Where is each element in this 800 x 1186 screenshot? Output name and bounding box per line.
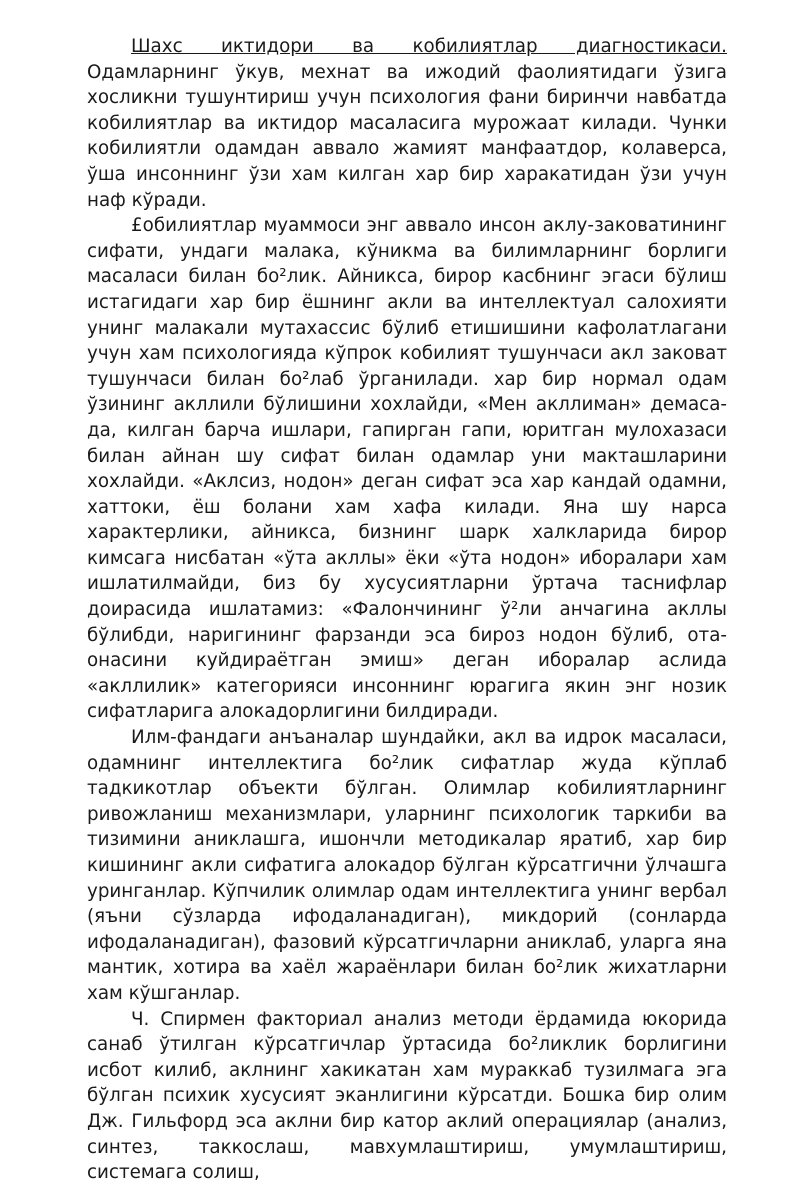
paragraph-3: Илм-фандаги анъаналар шундайки, акл ва идрок масаласи, одамнинг интеллектига бо²лик сифатлар жуда кўплаб тадкикотлар объекти бўлган. Олимлар кобилиятларнинг ривожланиш механизмлари, уларнинг психологик таркиби ва тизимини аниклашга, ишончли методикалар яратиб, хар бир кишининг акли сифатига алокадор бўлган кўрсатгични ўлчашга уринганлар. Кўпчилик олимлар одам интеллектига унинг вербал (яъни сўзларда ифодаланадиган), микдорий (сонларда ифодаланадиган), фазовий кўрсатгичларни аниклаб, уларга яна мантик, хотира ва хаёл жараёнлари билан бо²лик жихатларни хам кўшганлар. — [87, 727, 727, 1004]
section-heading: Шахс иктидори ва кобилиятлар диагностикаси. — [131, 36, 727, 57]
document-page — [87, 34, 727, 1186]
paragraph-1 — [87, 34, 727, 213]
paragraph-4: Ч. Спирмен факториал анализ методи ёрдамида юкорида санаб ўтилган кўрсатгичлар ўртасида бо²ликлик борлигини исбот килиб, аклнинг хакикатан хам мураккаб тузилмага эга бўлган психик хусусият эканлигини кўрсатди. Бошка бир олим Дж. Гильфорд эса аклни бир катор аклий операциялар (анализ, синтез, таккослаш, мавхумлаштириш, умумлаштириш, системага солиш, — [87, 1008, 727, 1184]
paragraph-1-text: Одамларнинг ўкув, мехнат ва ижодий фаолиятидаги ўзига хосликни тушунтириш учун психология фани биринчи навбатда кобилиятлар ва иктидор масаласига мурожаат килади. Чунки кобилиятли одамдан аввало жамият манфаатдор, колаверса, ўша инсоннинг ўзи хам килган хар бир харакатидан ўзи учун наф кўради. — [87, 61, 727, 211]
paragraph-2: £обилиятлар муаммоси энг аввало инсон аклу-заковатининг сифати, ундаги малака, кўникма ва билимларнинг борлиги масаласи билан бо²лик. Айникса, бирор касбнинг эгаси бўлиш истагидаги хар бир ёшнинг акли ва интеллектуал салохияти унинг малакали мутахассис бўлиб етишишини кафолатлагани учун хам психологияда кўпрок кобилият тушунчаси акл заковат тушунчаси билан бо²лаб ўрганилади. хар бир нормал одам ўзининг акллили бўлишини хохлайди, «Мен акллиман» демаса-да, килган барча ишлари, гапирган гапи, юритган мулохазаси билан айнан шу сифат билан одамлар уни макташларини хохлайди. «Аклсиз, нодон» деган сифат эса хар кандай одамни, хаттоки, ёш болани хам хафа килади. Яна шу нарса характерлики, айникса, бизнинг шарк халкларида бирор кимсага нисбатан «ўта акллы» ёки «ўта нодон» иборалари хам ишлатилмайди, биз бу хусусиятларни ўртача таснифлар доирасида ишлатамиз: «Фалончининг ў²ли анчагина акллы бўлибди, наригининг фарзанди эса бироз нодон бўлиб, ота-онасини куйдираётган эмиш» деган иборалар аслида «акллилик» категорияси инсоннинг юрагига якин энг нозик сифатларига алокадорлигини билдиради. — [87, 215, 727, 723]
